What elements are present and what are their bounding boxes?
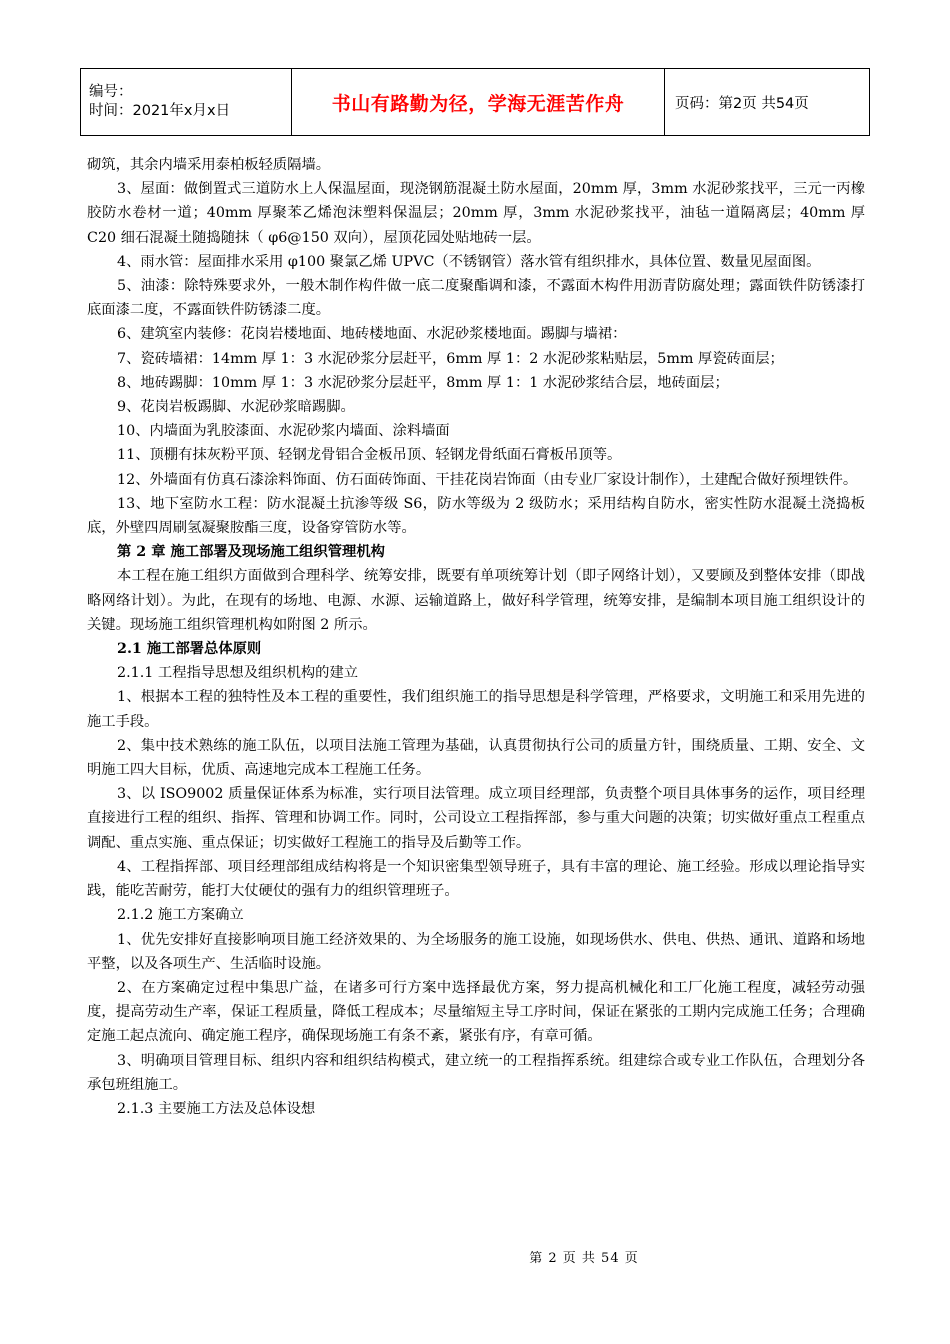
paragraph: 7、瓷砖墙裙：14mm 厚 1：3 水泥砂浆分层赶平，6mm 厚 1：2 水泥砂浆粘贴层，5mm 厚瓷砖面层；	[117, 350, 784, 367]
paragraph: 11、顶棚有抹灰粉平顶、轻钢龙骨铝合金板吊顶、轻钢龙骨纸面石膏板吊顶等。	[117, 447, 622, 464]
paragraph: 1、根据本工程的独特性及本工程的重要性，我们组织施工的指导思想是科学管理，严格要求，文明施工和采用先进的施工手段。	[87, 689, 865, 730]
paragraph: 10、内墙面为乳胶漆面、水泥砂浆内墙面、涂料墙面	[117, 423, 450, 440]
paragraph: 4、工程指挥部、项目经理部组成结构将是一个知识密集型领导班子，具有丰富的理论、施工经验。形成以理论指导实践，能吃苦耐劳，能打大仗硬仗的强有力的组织管理班子。	[87, 858, 865, 900]
paragraph: 13、地下室防水工程：防水混凝土抗渗等级 S6，防水等级为 2 级防水；采用结构自防水，密实性防水混凝土浇捣板底，外壁四周刷氢凝聚胺酯三度，设备穿管防水等。	[87, 495, 865, 537]
paragraph: 9、花岗岩板踢脚、水泥砂浆暗踢脚。	[117, 399, 355, 416]
paragraph: 2、集中技术熟练的施工队伍，以项目法施工管理为基础，认真贯彻执行公司的质量方针，围绕质量、工期、安全、文明施工四大目标，优质、高速地完成本工程施工任务。	[87, 737, 865, 779]
document-number: 编号：	[89, 84, 133, 100]
paragraph: 3、以 ISO9002 质量保证体系为标准，实行项目法管理。成立项目经理部，负责整个项目具体事务的运作，项目经理直接进行工程的组织、指挥、管理和协调工作。同时，公司设立工程指挥部，参与重大问题的决策；切实做好重点工程重点调配、重点实施、重点保证；切实做好工程施工的指导及后勤等工作。	[87, 786, 865, 851]
page-footer	[0, 1247, 950, 1266]
document-time: 时间：2021年x月x日	[89, 103, 231, 119]
paragraph: 8、地砖踢脚：10mm 厚 1：3 水泥砂浆分层赶平，8mm 厚 1：1 水泥砂浆结合层，地砖面层；	[117, 374, 729, 391]
paragraph: 砌筑，其余内墙采用泰柏板轻质隔墙。	[87, 157, 331, 173]
paragraph: 2.1.2 施工方案确立	[117, 907, 244, 924]
paragraph: 2.1.1 工程指导思想及组织机构的建立	[117, 665, 359, 682]
paragraph: 2、在方案确定过程中集思广益，在诸多可行方案中选择最优方案，努力提高机械化和工厂化施工程度，减轻劳动强度，提高劳动生产率，保证工程质量，降低工程成本；尽量缩短主导工序时间，保证在紧张的工期内完成施工任务；合理确定施工起点流向、确定施工程序，确保现场施工有条不紊，紧张有序，有章可循。	[87, 979, 865, 1045]
header-meta	[81, 69, 292, 136]
paragraph: 5、油漆：除特殊要求外，一般木制作构件做一底二度聚酯调和漆，不露面木构件用沥青防腐处理；露面铁件防锈漆打底面漆二度，不露面铁件防锈漆二度。	[87, 278, 865, 319]
paragraph: 本工程在施工组织方面做到合理科学、统筹安排，既要有单项统筹计划（即子网络计划），又要顾及到整体安排（即战略网络计划）。为此，在现有的场地、电源、水源、运输道路上，做好科学管理，统筹安排，是编制本项目施工组织设计的关键。现场施工组织管理机构如附图 2 所示。	[87, 568, 865, 633]
page-header	[80, 68, 870, 136]
paragraph: 2.1.3 主要施工方法及总体设想	[117, 1100, 316, 1117]
paragraph: 4、雨水管：屋面排水采用 φ100 聚氯乙烯 UPVC（不锈钢管）落水管有组织排水，具体位置、数量见屋面图。	[117, 253, 821, 270]
footer-page-number: 第 2 页 共 54 页	[529, 1251, 639, 1266]
paragraph: 3、屋面：做倒置式三道防水上人保温屋面，现浇钢筋混凝土防水屋面，20mm 厚，3mm 水泥砂浆找平，三元一丙橡胶防水卷材一道；40mm 厚聚苯乙烯泡沫塑料保温层；20mm 厚，3mm 水泥砂浆找平，油毡一道隔离层；40mm 厚 C20 细石混凝土随捣随抹（ φ6@150 双向），屋顶花园处贴地砖一层。	[87, 181, 865, 246]
paragraph: 12、外墙面有仿真石漆涂料饰面、仿石面砖饰面、干挂花岗岩饰面（由专业厂家设计制作），土建配合做好预埋铁件。	[117, 471, 858, 488]
paragraph: 1、优先安排好直接影响项目施工经济效果的、为全场服务的施工设施，如现场供水、供电、供热、通讯、道路和场地平整，以及各项生产、生活临时设施。	[87, 931, 865, 972]
document-body	[87, 153, 865, 1121]
section-heading: 第 2 章 施工部署及现场施工组织管理机构	[117, 544, 385, 561]
paragraph: 3、明确项目管理目标、组织内容和组织结构模式，建立统一的工程指挥系统。组建综合或专业工作队伍，合理划分各承包班组施工。	[87, 1052, 865, 1093]
header-page-number: 页码：第2页 共54页	[665, 69, 870, 136]
paragraph: 6、建筑室内装修：花岗岩楼地面、地砖楼地面、水泥砂浆楼地面。踢脚与墙裙：	[117, 326, 627, 343]
header-motto: 书山有路勤为径，学海无涯苦作舟	[292, 69, 665, 136]
section-heading: 2.1 施工部署总体原则	[117, 641, 262, 658]
